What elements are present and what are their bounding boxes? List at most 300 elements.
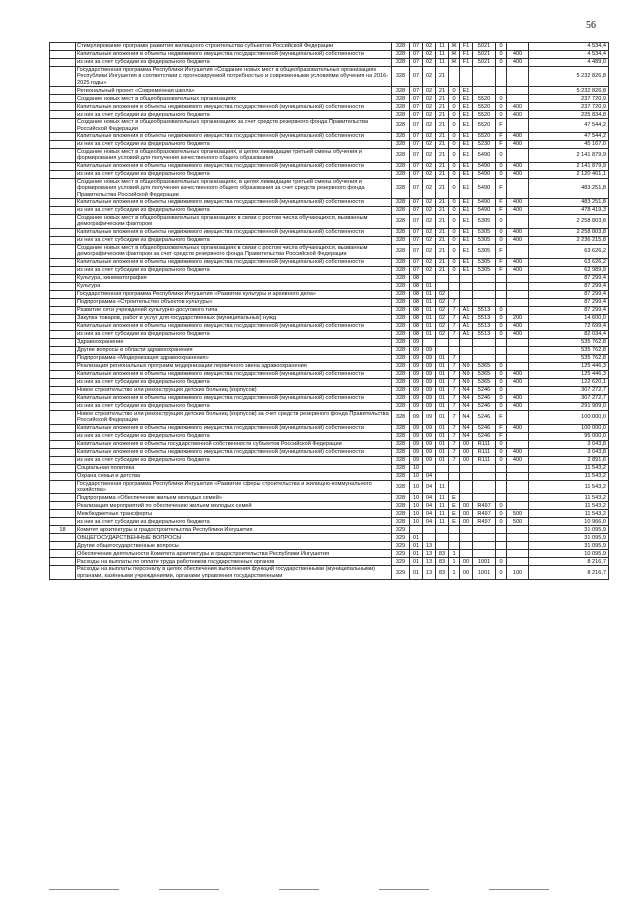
code-project-cell	[460, 526, 473, 534]
code-program-cell	[436, 282, 449, 290]
code-subprogram-cell	[449, 542, 460, 550]
code-project-cell: E1	[460, 207, 473, 215]
code-expense-type-cell	[507, 550, 529, 558]
code-extra-cell: F	[496, 199, 507, 207]
code-program-cell: 83	[436, 550, 449, 558]
code-extra-cell: 0	[496, 510, 507, 518]
table-row	[50, 354, 609, 362]
code-section-cell: 07	[410, 59, 423, 67]
table-row	[50, 510, 609, 518]
code-extra-cell	[496, 346, 507, 354]
code-project-cell: A1	[460, 306, 473, 314]
row-number-cell	[50, 542, 76, 550]
code-section-cell: 09	[410, 354, 423, 362]
table-row	[50, 87, 609, 95]
code-extra-cell: F	[496, 119, 507, 133]
code-direction-cell: 5490	[473, 149, 496, 163]
code-extra-cell	[496, 298, 507, 306]
code-subprogram-cell: 0	[449, 162, 460, 170]
code-expense-type-cell	[507, 149, 529, 163]
code-direction-cell: 5490	[473, 170, 496, 178]
code-expense-type-cell	[507, 43, 529, 51]
row-number-cell	[50, 432, 76, 440]
code-expense-type-cell	[507, 215, 529, 229]
row-number-cell	[50, 330, 76, 338]
code-direction-cell: 5246	[473, 394, 496, 402]
item-name-cell: из них за счет субсидии из федерального бюджета	[76, 207, 392, 215]
code-project-cell	[460, 346, 473, 354]
code-ministry-cell: 328	[392, 170, 410, 178]
code-section-cell: 07	[410, 236, 423, 244]
row-number-cell	[50, 95, 76, 103]
code-project-cell: A1	[460, 322, 473, 330]
code-subsection-cell: 02	[423, 43, 436, 51]
code-subsection-cell	[423, 274, 436, 282]
code-program-cell: 21	[436, 207, 449, 215]
code-expense-type-cell: 400	[507, 322, 529, 330]
code-direction-cell	[473, 87, 496, 95]
item-name-cell: Комитет архитектуры и градостроительства Республики Ингушетия	[76, 526, 392, 534]
code-extra-cell: 0	[496, 95, 507, 103]
code-subprogram-cell: 7	[449, 362, 460, 370]
code-extra-cell	[496, 526, 507, 534]
code-section-cell: 07	[410, 244, 423, 258]
table-row	[50, 59, 609, 67]
code-subsection-cell: 13	[423, 542, 436, 550]
code-ministry-cell: 328	[392, 354, 410, 362]
code-direction-cell	[473, 274, 496, 282]
code-ministry-cell: 328	[392, 448, 410, 456]
code-subsection-cell: 09	[423, 370, 436, 378]
table-row	[50, 494, 609, 502]
code-ministry-cell: 328	[392, 314, 410, 322]
code-section-cell: 01	[410, 558, 423, 566]
code-program-cell: 01	[436, 448, 449, 456]
row-number-cell	[50, 258, 76, 266]
code-section-cell: 07	[410, 162, 423, 170]
code-extra-cell	[496, 472, 507, 480]
row-number-cell	[50, 103, 76, 111]
code-direction-cell: 5021	[473, 51, 496, 59]
code-project-cell: N4	[460, 424, 473, 432]
code-expense-type-cell	[507, 274, 529, 282]
item-name-cell: из них за счет субсидии из федерального бюджета	[76, 518, 392, 526]
row-number-cell	[50, 464, 76, 472]
code-section-cell: 10	[410, 480, 423, 494]
item-name-cell: из них за счет субсидии из федерального бюджета	[76, 141, 392, 149]
code-program-cell: 21	[436, 170, 449, 178]
code-section-cell: 10	[410, 464, 423, 472]
code-ministry-cell: 328	[392, 306, 410, 314]
code-section-cell: 07	[410, 178, 423, 198]
item-name-cell: Капитальные вложения в объекты недвижимого имущества государственной (муниципальной) собственности	[76, 133, 392, 141]
code-subsection-cell: 02	[423, 215, 436, 229]
code-subprogram-cell	[449, 67, 460, 87]
code-project-cell: N4	[460, 432, 473, 440]
table-row	[50, 236, 609, 244]
table-row	[50, 178, 609, 198]
code-program-cell: 21	[436, 119, 449, 133]
code-program-cell: 11	[436, 59, 449, 67]
code-subprogram-cell: E	[449, 518, 460, 526]
code-extra-cell	[496, 274, 507, 282]
code-subprogram-cell	[449, 290, 460, 298]
table-row	[50, 502, 609, 510]
code-subsection-cell	[423, 464, 436, 472]
code-project-cell: N4	[460, 394, 473, 402]
code-extra-cell	[496, 550, 507, 558]
row-number-cell	[50, 338, 76, 346]
code-extra-cell: 0	[496, 228, 507, 236]
code-direction-cell: 5246	[473, 424, 496, 432]
code-subprogram-cell: E	[449, 502, 460, 510]
code-program-cell: 21	[436, 244, 449, 258]
row-number-cell	[50, 550, 76, 558]
code-program-cell: 21	[436, 199, 449, 207]
code-project-cell: E1	[460, 258, 473, 266]
code-subsection-cell: 09	[423, 378, 436, 386]
code-extra-cell: 0	[496, 566, 507, 580]
code-expense-type-cell	[507, 432, 529, 440]
item-name-cell: Государственная программа Республики Ингушетия «Развитие сферы строительства и жилищно-коммунального хозяйства»	[76, 480, 392, 494]
item-name-cell: из них за счет субсидии из федерального бюджета	[76, 402, 392, 410]
code-ministry-cell: 328	[392, 258, 410, 266]
code-subsection-cell: 02	[423, 59, 436, 67]
code-ministry-cell: 329	[392, 550, 410, 558]
row-number-cell	[50, 282, 76, 290]
code-ministry-cell: 328	[392, 330, 410, 338]
code-extra-cell: 0	[496, 386, 507, 394]
table-row	[50, 448, 609, 456]
amount-cell: 4 489,0	[529, 59, 609, 67]
code-project-cell: E1	[460, 111, 473, 119]
code-subprogram-cell: 7	[449, 448, 460, 456]
code-section-cell: 10	[410, 472, 423, 480]
table-row	[50, 215, 609, 229]
code-subprogram-cell: 0	[449, 207, 460, 215]
item-name-cell: Капитальные вложения в объекты недвижимого имущества государственной (муниципальной) собственности	[76, 162, 392, 170]
item-name-cell: Капитальные вложения в объекты недвижимого имущества государственной (муниципальной) собственности	[76, 228, 392, 236]
code-direction-cell: 5520	[473, 111, 496, 119]
code-ministry-cell: 328	[392, 274, 410, 282]
code-subprogram-cell: 0	[449, 199, 460, 207]
code-project-cell: E1	[460, 199, 473, 207]
code-direction-cell: R497	[473, 518, 496, 526]
row-number-cell	[50, 141, 76, 149]
table-row	[50, 162, 609, 170]
code-expense-type-cell	[507, 290, 529, 298]
code-subprogram-cell: Ж	[449, 43, 460, 51]
code-section-cell: 07	[410, 133, 423, 141]
code-expense-type-cell: 400	[507, 402, 529, 410]
code-extra-cell: F	[496, 244, 507, 258]
code-project-cell: E1	[460, 215, 473, 229]
code-expense-type-cell: 400	[507, 370, 529, 378]
amount-cell: 47 544,2	[529, 119, 609, 133]
code-extra-cell: F	[496, 432, 507, 440]
code-direction-cell: 5246	[473, 410, 496, 424]
code-extra-cell	[496, 282, 507, 290]
code-expense-type-cell	[507, 464, 529, 472]
code-project-cell	[460, 534, 473, 542]
code-subprogram-cell: 0	[449, 244, 460, 258]
code-project-cell: E1	[460, 103, 473, 111]
code-expense-type-cell	[507, 362, 529, 370]
row-number-cell	[50, 494, 76, 502]
code-extra-cell: 0	[496, 362, 507, 370]
code-subprogram-cell: 7	[449, 354, 460, 362]
code-direction-cell: 5305	[473, 258, 496, 266]
code-project-cell: 00	[460, 566, 473, 580]
code-expense-type-cell	[507, 502, 529, 510]
amount-cell: 8 216,7	[529, 558, 609, 566]
code-expense-type-cell	[507, 440, 529, 448]
code-ministry-cell: 328	[392, 410, 410, 424]
code-extra-cell: F	[496, 207, 507, 215]
code-program-cell: 11	[436, 51, 449, 59]
code-extra-cell: 0	[496, 440, 507, 448]
code-extra-cell: 0	[496, 314, 507, 322]
item-name-cell: Новое строительство или реконструкция детских больниц (корпусов) за счет средств резервного фонда Правительства Российской Федерации	[76, 410, 392, 424]
row-number-cell	[50, 558, 76, 566]
code-program-cell: 01	[436, 456, 449, 464]
code-expense-type-cell: 100	[507, 566, 529, 580]
code-ministry-cell: 328	[392, 402, 410, 410]
item-name-cell: из них за счет субсидии из федерального бюджета	[76, 330, 392, 338]
code-expense-type-cell	[507, 558, 529, 566]
code-program-cell: 21	[436, 133, 449, 141]
code-section-cell: 10	[410, 510, 423, 518]
amount-cell: 225 834,8	[529, 111, 609, 119]
code-extra-cell	[496, 354, 507, 362]
amount-cell: 11 543,2	[529, 480, 609, 494]
item-name-cell: из них за счет субсидии из федерального бюджета	[76, 456, 392, 464]
code-program-cell: 01	[436, 354, 449, 362]
code-program-cell: 21	[436, 162, 449, 170]
code-direction-cell	[473, 346, 496, 354]
table-row	[50, 111, 609, 119]
item-name-cell: Другие вопросы в области здравоохранения	[76, 346, 392, 354]
code-expense-type-cell	[507, 480, 529, 494]
code-extra-cell: 0	[496, 59, 507, 67]
code-direction-cell: 5365	[473, 378, 496, 386]
item-name-cell: Развитие сети учреждений культурно-досугового типа	[76, 306, 392, 314]
code-expense-type-cell: 400	[507, 258, 529, 266]
code-project-cell: E1	[460, 228, 473, 236]
amount-cell: 100 000,0	[529, 424, 609, 432]
code-expense-type-cell: 400	[507, 456, 529, 464]
code-program-cell	[436, 526, 449, 534]
code-ministry-cell: 328	[392, 95, 410, 103]
code-expense-type-cell: 400	[507, 207, 529, 215]
code-direction-cell: 5021	[473, 59, 496, 67]
code-project-cell: 00	[460, 518, 473, 526]
code-project-cell: E1	[460, 244, 473, 258]
amount-cell: 47 544,2	[529, 133, 609, 141]
code-project-cell: A1	[460, 314, 473, 322]
code-ministry-cell: 328	[392, 464, 410, 472]
code-project-cell	[460, 354, 473, 362]
code-section-cell: 07	[410, 199, 423, 207]
code-section-cell: 07	[410, 141, 423, 149]
table-row	[50, 526, 609, 534]
row-number-cell	[50, 207, 76, 215]
code-expense-type-cell	[507, 282, 529, 290]
code-extra-cell: 0	[496, 378, 507, 386]
table-row	[50, 534, 609, 542]
code-subsection-cell: 13	[423, 566, 436, 580]
code-direction-cell: 5490	[473, 207, 496, 215]
item-name-cell: Капитальные вложения в объекты недвижимого имущества государственной (муниципальной) собственности	[76, 199, 392, 207]
code-subprogram-cell: 1	[449, 558, 460, 566]
code-subsection-cell: 02	[423, 258, 436, 266]
code-program-cell: 21	[436, 228, 449, 236]
code-program-cell: 01	[436, 394, 449, 402]
amount-cell: 237 720,9	[529, 103, 609, 111]
code-extra-cell: 0	[496, 170, 507, 178]
table-row	[50, 566, 609, 580]
code-section-cell: 07	[410, 149, 423, 163]
amount-cell: 535 762,8	[529, 354, 609, 362]
item-name-cell: Новое строительство или реконструкция детских больниц (корпусов)	[76, 386, 392, 394]
table-row	[50, 103, 609, 111]
code-program-cell: 11	[436, 494, 449, 502]
amount-cell: 2 141 879,9	[529, 149, 609, 163]
item-name-cell: из них за счет субсидии из федерального бюджета	[76, 111, 392, 119]
table-row	[50, 207, 609, 215]
code-ministry-cell: 328	[392, 362, 410, 370]
code-program-cell	[436, 274, 449, 282]
code-direction-cell: 5365	[473, 362, 496, 370]
code-expense-type-cell	[507, 306, 529, 314]
row-number-cell	[50, 424, 76, 432]
amount-cell: 122 620,1	[529, 378, 609, 386]
code-ministry-cell: 328	[392, 290, 410, 298]
code-subprogram-cell: 7	[449, 432, 460, 440]
code-program-cell: 21	[436, 103, 449, 111]
code-expense-type-cell: 400	[507, 236, 529, 244]
table-row	[50, 464, 609, 472]
code-section-cell: 01	[410, 534, 423, 542]
code-extra-cell: 0	[496, 402, 507, 410]
code-subsection-cell: 02	[423, 207, 436, 215]
table-row	[50, 480, 609, 494]
code-expense-type-cell	[507, 534, 529, 542]
code-section-cell: 10	[410, 502, 423, 510]
code-section-cell: 09	[410, 394, 423, 402]
code-extra-cell	[496, 290, 507, 298]
code-direction-cell	[473, 354, 496, 362]
item-name-cell: Здравоохранение	[76, 338, 392, 346]
code-direction-cell: R111	[473, 456, 496, 464]
amount-cell: 2 141 879,9	[529, 162, 609, 170]
amount-cell: 11 543,2	[529, 502, 609, 510]
item-name-cell: Расходы на выплаты персоналу в целях обеспечения выполнения функций государственными (муниципальными) органами, казёнными учреждениями, органами управления государственными	[76, 566, 392, 580]
amount-cell: 31 095,9	[529, 534, 609, 542]
code-expense-type-cell: 400	[507, 103, 529, 111]
code-program-cell: 01	[436, 440, 449, 448]
code-direction-cell	[473, 298, 496, 306]
item-name-cell: Региональный проект «Современная школа»	[76, 87, 392, 95]
code-project-cell: 00	[460, 502, 473, 510]
code-ministry-cell: 328	[392, 346, 410, 354]
code-subprogram-cell: E	[449, 510, 460, 518]
item-name-cell: Закупка товаров, работ и услуг для государственных (муниципальных) нужд	[76, 314, 392, 322]
code-subsection-cell: 02	[423, 162, 436, 170]
code-subprogram-cell: 0	[449, 103, 460, 111]
amount-cell: 2 236 215,8	[529, 236, 609, 244]
code-extra-cell: F	[496, 266, 507, 274]
code-subprogram-cell: 0	[449, 236, 460, 244]
code-subprogram-cell: Ж	[449, 59, 460, 67]
code-direction-cell: 1001	[473, 558, 496, 566]
code-direction-cell: 5513	[473, 306, 496, 314]
code-extra-cell: 0	[496, 149, 507, 163]
code-direction-cell: 5230	[473, 141, 496, 149]
row-number-cell	[50, 178, 76, 198]
code-direction-cell	[473, 290, 496, 298]
item-name-cell: Капитальные вложения в объекты недвижимого имущества государственной (муниципальной) собственности	[76, 103, 392, 111]
code-subprogram-cell: 7	[449, 402, 460, 410]
code-direction-cell	[473, 534, 496, 542]
code-ministry-cell: 328	[392, 87, 410, 95]
code-project-cell	[460, 282, 473, 290]
code-extra-cell: 0	[496, 215, 507, 229]
row-number-cell	[50, 314, 76, 322]
code-subprogram-cell: 0	[449, 170, 460, 178]
row-number-cell: 18	[50, 526, 76, 534]
row-number-cell	[50, 228, 76, 236]
code-project-cell: 00	[460, 510, 473, 518]
item-name-cell: Подпрограмма «Обеспечение жильем молодых семей»	[76, 494, 392, 502]
row-number-cell	[50, 59, 76, 67]
table-row	[50, 432, 609, 440]
code-expense-type-cell	[507, 298, 529, 306]
amount-cell: 4 534,4	[529, 43, 609, 51]
table-row	[50, 346, 609, 354]
code-project-cell: E1	[460, 178, 473, 198]
code-direction-cell: 5246	[473, 386, 496, 394]
code-section-cell: 09	[410, 456, 423, 464]
row-number-cell	[50, 43, 76, 51]
code-direction-cell	[473, 464, 496, 472]
code-subprogram-cell: 0	[449, 141, 460, 149]
code-extra-cell	[496, 534, 507, 542]
code-subprogram-cell: 1	[449, 550, 460, 558]
item-name-cell: Капитальные вложения в объекты недвижимого имущества государственной (муниципальной) собственности	[76, 424, 392, 432]
code-expense-type-cell	[507, 95, 529, 103]
code-ministry-cell: 328	[392, 282, 410, 290]
code-section-cell: 09	[410, 440, 423, 448]
code-project-cell	[460, 472, 473, 480]
page-number: 56	[586, 20, 596, 31]
code-program-cell: 01	[436, 370, 449, 378]
code-program-cell	[436, 542, 449, 550]
budget-table-container	[49, 42, 608, 580]
code-extra-cell: 0	[496, 518, 507, 526]
item-name-cell: Реализация мероприятий по обеспечению жильем молодых семей	[76, 502, 392, 510]
code-direction-cell: 5490	[473, 178, 496, 198]
code-expense-type-cell: 400	[507, 59, 529, 67]
code-extra-cell	[496, 480, 507, 494]
code-direction-cell: 5520	[473, 103, 496, 111]
code-expense-type-cell	[507, 87, 529, 95]
code-subprogram-cell: 0	[449, 87, 460, 95]
code-subsection-cell: 04	[423, 472, 436, 480]
code-subprogram-cell: 7	[449, 456, 460, 464]
code-expense-type-cell	[507, 346, 529, 354]
item-name-cell: Капитальные вложения в объекты недвижимого имущества государственной (муниципальной) собственности	[76, 322, 392, 330]
